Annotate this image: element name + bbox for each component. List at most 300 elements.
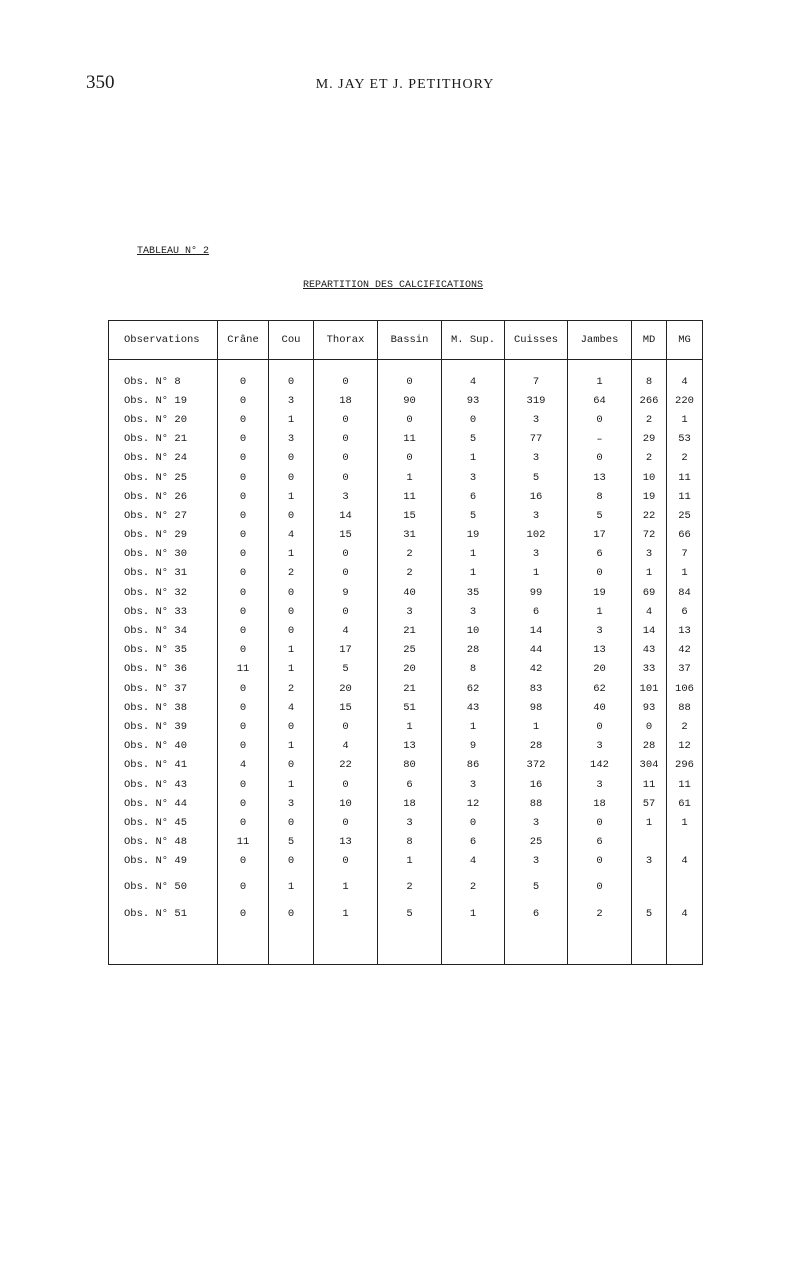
cell-cuisses: 44: [505, 641, 568, 660]
cell-m-sup: 8: [442, 660, 505, 679]
cell-thorax: 0: [314, 449, 378, 468]
table-row: [109, 679, 703, 698]
table-row: [109, 717, 703, 736]
cell-mg: 7: [667, 545, 703, 564]
cell-observation: Obs. N° 35: [109, 641, 218, 660]
cell-crane: 0: [218, 698, 269, 717]
cell-md: 4: [632, 602, 667, 621]
cell-thorax: 5: [314, 660, 378, 679]
cell-mg: 11: [667, 468, 703, 487]
cell-thorax: 1: [314, 871, 378, 897]
cell-cuisses: 5: [505, 871, 568, 897]
cell-bassin: 2: [378, 564, 442, 583]
cell-mg: 4: [667, 360, 703, 392]
cell-jambes: 19: [568, 583, 632, 602]
table-row: [109, 449, 703, 468]
empty-cell: [269, 923, 314, 964]
cell-cuisses: 14: [505, 621, 568, 640]
cell-mg: 220: [667, 391, 703, 410]
table-header-row: [109, 321, 703, 360]
calcification-table: [108, 320, 703, 965]
cell-cou: 0: [269, 897, 314, 923]
cell-cou: 0: [269, 621, 314, 640]
table-row: [109, 526, 703, 545]
cell-mg: 2: [667, 449, 703, 468]
cell-crane: 0: [218, 449, 269, 468]
cell-bassin: 80: [378, 756, 442, 775]
cell-cou: 1: [269, 641, 314, 660]
cell-observation: Obs. N° 38: [109, 698, 218, 717]
cell-jambes: 0: [568, 449, 632, 468]
cell-observation: Obs. N° 50: [109, 871, 218, 897]
cell-bassin: 1: [378, 468, 442, 487]
cell-observation: Obs. N° 51: [109, 897, 218, 923]
cell-cuisses: 102: [505, 526, 568, 545]
cell-m-sup: 0: [442, 813, 505, 832]
col-header-thorax: Thorax: [314, 321, 378, 360]
cell-bassin: 13: [378, 737, 442, 756]
cell-jambes: 62: [568, 679, 632, 698]
cell-m-sup: 6: [442, 833, 505, 852]
cell-cou: 1: [269, 737, 314, 756]
cell-mg: 66: [667, 526, 703, 545]
cell-cuisses: 77: [505, 430, 568, 449]
cell-bassin: 51: [378, 698, 442, 717]
table-row: [109, 621, 703, 640]
cell-bassin: 6: [378, 775, 442, 794]
cell-m-sup: 62: [442, 679, 505, 698]
cell-jambes: 0: [568, 717, 632, 736]
cell-bassin: 15: [378, 506, 442, 525]
cell-m-sup: 43: [442, 698, 505, 717]
cell-md: [632, 871, 667, 897]
cell-cuisses: 6: [505, 602, 568, 621]
cell-jambes: 6: [568, 833, 632, 852]
cell-bassin: 90: [378, 391, 442, 410]
cell-mg: 4: [667, 852, 703, 871]
table-row: [109, 360, 703, 392]
cell-jambes: 3: [568, 621, 632, 640]
cell-cou: 0: [269, 602, 314, 621]
empty-cell: [109, 923, 218, 964]
table-row: [109, 775, 703, 794]
cell-jambes: 0: [568, 813, 632, 832]
cell-cuisses: 16: [505, 487, 568, 506]
empty-cell: [314, 923, 378, 964]
cell-m-sup: 28: [442, 641, 505, 660]
cell-crane: 4: [218, 756, 269, 775]
cell-cou: 0: [269, 360, 314, 392]
cell-observation: Obs. N° 31: [109, 564, 218, 583]
cell-cuisses: 28: [505, 737, 568, 756]
cell-cou: 0: [269, 717, 314, 736]
cell-md: 57: [632, 794, 667, 813]
cell-crane: 0: [218, 545, 269, 564]
cell-md: 19: [632, 487, 667, 506]
table-row: [109, 410, 703, 429]
table-label: TABLEAU N° 2: [137, 246, 210, 257]
cell-jambes: 17: [568, 526, 632, 545]
cell-mg: 2: [667, 717, 703, 736]
cell-bassin: 31: [378, 526, 442, 545]
table-row: [109, 833, 703, 852]
table-row: [109, 794, 703, 813]
cell-cuisses: 5: [505, 468, 568, 487]
cell-jambes: –: [568, 430, 632, 449]
cell-md: 8: [632, 360, 667, 392]
cell-cou: 0: [269, 583, 314, 602]
cell-cuisses: 3: [505, 410, 568, 429]
cell-observation: Obs. N° 34: [109, 621, 218, 640]
empty-cell: [218, 923, 269, 964]
cell-bassin: 5: [378, 897, 442, 923]
cell-md: 69: [632, 583, 667, 602]
cell-md: 3: [632, 545, 667, 564]
cell-jambes: 2: [568, 897, 632, 923]
cell-thorax: 0: [314, 602, 378, 621]
cell-thorax: 0: [314, 430, 378, 449]
cell-jambes: 13: [568, 641, 632, 660]
cell-cuisses: 3: [505, 813, 568, 832]
cell-m-sup: 0: [442, 410, 505, 429]
cell-observation: Obs. N° 27: [109, 506, 218, 525]
cell-md: 43: [632, 641, 667, 660]
cell-cou: 3: [269, 430, 314, 449]
cell-m-sup: 1: [442, 545, 505, 564]
cell-mg: 6: [667, 602, 703, 621]
cell-bassin: 40: [378, 583, 442, 602]
cell-md: 1: [632, 813, 667, 832]
cell-observation: Obs. N° 41: [109, 756, 218, 775]
cell-observation: Obs. N° 33: [109, 602, 218, 621]
cell-mg: 11: [667, 487, 703, 506]
page-number: 350: [86, 72, 115, 93]
table-bottom-filler: [109, 923, 703, 964]
cell-observation: Obs. N° 32: [109, 583, 218, 602]
cell-cou: 3: [269, 391, 314, 410]
cell-md: 29: [632, 430, 667, 449]
cell-md: 2: [632, 449, 667, 468]
cell-observation: Obs. N° 44: [109, 794, 218, 813]
cell-mg: [667, 871, 703, 897]
table-row: [109, 871, 703, 897]
table-row: [109, 897, 703, 923]
cell-bassin: 3: [378, 602, 442, 621]
cell-crane: 0: [218, 775, 269, 794]
cell-thorax: 3: [314, 487, 378, 506]
cell-m-sup: 12: [442, 794, 505, 813]
cell-thorax: 0: [314, 564, 378, 583]
cell-cou: 0: [269, 813, 314, 832]
cell-cou: 1: [269, 545, 314, 564]
cell-cuisses: 42: [505, 660, 568, 679]
cell-cuisses: 7: [505, 360, 568, 392]
cell-cuisses: 99: [505, 583, 568, 602]
col-header-mg: MG: [667, 321, 703, 360]
cell-md: 0: [632, 717, 667, 736]
cell-crane: 0: [218, 717, 269, 736]
cell-m-sup: 93: [442, 391, 505, 410]
table-row: [109, 487, 703, 506]
cell-observation: Obs. N° 29: [109, 526, 218, 545]
cell-observation: Obs. N° 24: [109, 449, 218, 468]
cell-md: 22: [632, 506, 667, 525]
cell-bassin: 2: [378, 545, 442, 564]
cell-crane: 0: [218, 641, 269, 660]
cell-thorax: 1: [314, 897, 378, 923]
cell-cuisses: 372: [505, 756, 568, 775]
cell-observation: Obs. N° 25: [109, 468, 218, 487]
cell-m-sup: 1: [442, 449, 505, 468]
cell-md: [632, 833, 667, 852]
cell-m-sup: 5: [442, 506, 505, 525]
cell-jambes: 1: [568, 360, 632, 392]
cell-thorax: 0: [314, 410, 378, 429]
cell-cuisses: 25: [505, 833, 568, 852]
cell-m-sup: 10: [442, 621, 505, 640]
cell-m-sup: 3: [442, 602, 505, 621]
table-row: [109, 583, 703, 602]
cell-jambes: 0: [568, 564, 632, 583]
cell-observation: Obs. N° 30: [109, 545, 218, 564]
cell-thorax: 4: [314, 621, 378, 640]
cell-observation: Obs. N° 21: [109, 430, 218, 449]
cell-jambes: 3: [568, 737, 632, 756]
cell-m-sup: 35: [442, 583, 505, 602]
cell-thorax: 20: [314, 679, 378, 698]
cell-crane: 0: [218, 871, 269, 897]
cell-m-sup: 9: [442, 737, 505, 756]
cell-bassin: 21: [378, 621, 442, 640]
cell-md: 101: [632, 679, 667, 698]
cell-cuisses: 3: [505, 852, 568, 871]
cell-m-sup: 1: [442, 897, 505, 923]
table-row: [109, 641, 703, 660]
cell-md: 14: [632, 621, 667, 640]
cell-cou: 2: [269, 679, 314, 698]
cell-bassin: 21: [378, 679, 442, 698]
cell-observation: Obs. N° 26: [109, 487, 218, 506]
cell-cou: 2: [269, 564, 314, 583]
cell-cou: 4: [269, 698, 314, 717]
cell-mg: 296: [667, 756, 703, 775]
cell-crane: 11: [218, 660, 269, 679]
cell-bassin: 0: [378, 410, 442, 429]
cell-jambes: 0: [568, 871, 632, 897]
cell-m-sup: 19: [442, 526, 505, 545]
cell-cou: 1: [269, 660, 314, 679]
cell-m-sup: 1: [442, 564, 505, 583]
cell-cuisses: 6: [505, 897, 568, 923]
cell-observation: Obs. N° 20: [109, 410, 218, 429]
cell-mg: 25: [667, 506, 703, 525]
cell-md: 1: [632, 564, 667, 583]
table-row: [109, 391, 703, 410]
cell-mg: 1: [667, 564, 703, 583]
cell-bassin: 18: [378, 794, 442, 813]
table-row: [109, 813, 703, 832]
cell-mg: 37: [667, 660, 703, 679]
cell-m-sup: 4: [442, 360, 505, 392]
col-header-m-sup: M. Sup.: [442, 321, 505, 360]
cell-jambes: 64: [568, 391, 632, 410]
cell-jambes: 40: [568, 698, 632, 717]
cell-thorax: 0: [314, 775, 378, 794]
cell-bassin: 20: [378, 660, 442, 679]
cell-thorax: 18: [314, 391, 378, 410]
cell-md: 3: [632, 852, 667, 871]
cell-md: 11: [632, 775, 667, 794]
cell-thorax: 4: [314, 737, 378, 756]
cell-md: 304: [632, 756, 667, 775]
cell-jambes: 8: [568, 487, 632, 506]
col-header-jambes: Jambes: [568, 321, 632, 360]
cell-observation: Obs. N° 43: [109, 775, 218, 794]
cell-observation: Obs. N° 40: [109, 737, 218, 756]
cell-thorax: 15: [314, 698, 378, 717]
cell-md: 2: [632, 410, 667, 429]
cell-bassin: 1: [378, 717, 442, 736]
cell-cuisses: 1: [505, 717, 568, 736]
cell-mg: 61: [667, 794, 703, 813]
table-title: REPARTITION DES CALCIFICATIONS: [303, 280, 484, 291]
cell-jambes: 0: [568, 410, 632, 429]
cell-crane: 0: [218, 737, 269, 756]
cell-m-sup: 3: [442, 775, 505, 794]
cell-jambes: 18: [568, 794, 632, 813]
cell-bassin: 3: [378, 813, 442, 832]
col-header-cou: Cou: [269, 321, 314, 360]
cell-cou: 0: [269, 468, 314, 487]
cell-thorax: 0: [314, 813, 378, 832]
cell-observation: Obs. N° 19: [109, 391, 218, 410]
cell-crane: 11: [218, 833, 269, 852]
cell-thorax: 0: [314, 852, 378, 871]
cell-cuisses: 83: [505, 679, 568, 698]
cell-observation: Obs. N° 8: [109, 360, 218, 392]
table-row: [109, 430, 703, 449]
cell-cuisses: 3: [505, 545, 568, 564]
cell-bassin: 0: [378, 449, 442, 468]
cell-crane: 0: [218, 679, 269, 698]
cell-cou: 1: [269, 871, 314, 897]
col-header-crane: Crâne: [218, 321, 269, 360]
cell-crane: 0: [218, 360, 269, 392]
cell-bassin: 1: [378, 852, 442, 871]
cell-md: 93: [632, 698, 667, 717]
cell-thorax: 17: [314, 641, 378, 660]
cell-cuisses: 1: [505, 564, 568, 583]
table-row: [109, 468, 703, 487]
cell-mg: 11: [667, 775, 703, 794]
cell-md: 266: [632, 391, 667, 410]
cell-m-sup: 5: [442, 430, 505, 449]
cell-crane: 0: [218, 430, 269, 449]
cell-crane: 0: [218, 410, 269, 429]
cell-cuisses: 319: [505, 391, 568, 410]
cell-md: 10: [632, 468, 667, 487]
cell-cou: 0: [269, 852, 314, 871]
cell-cou: 4: [269, 526, 314, 545]
cell-cou: 3: [269, 794, 314, 813]
empty-cell: [667, 923, 703, 964]
empty-cell: [378, 923, 442, 964]
cell-mg: 4: [667, 897, 703, 923]
running-head: M. JAY ET J. PETITHORY: [315, 77, 495, 92]
cell-jambes: 20: [568, 660, 632, 679]
empty-cell: [505, 923, 568, 964]
cell-crane: 0: [218, 526, 269, 545]
table-row: [109, 660, 703, 679]
cell-crane: 0: [218, 506, 269, 525]
empty-cell: [442, 923, 505, 964]
cell-cuisses: 98: [505, 698, 568, 717]
cell-observation: Obs. N° 39: [109, 717, 218, 736]
cell-cuisses: 88: [505, 794, 568, 813]
cell-crane: 0: [218, 813, 269, 832]
cell-jambes: 6: [568, 545, 632, 564]
cell-mg: 88: [667, 698, 703, 717]
cell-m-sup: 4: [442, 852, 505, 871]
cell-crane: 0: [218, 564, 269, 583]
cell-jambes: 13: [568, 468, 632, 487]
cell-mg: 106: [667, 679, 703, 698]
cell-thorax: 15: [314, 526, 378, 545]
cell-md: 33: [632, 660, 667, 679]
cell-thorax: 14: [314, 506, 378, 525]
cell-jambes: 1: [568, 602, 632, 621]
cell-m-sup: 86: [442, 756, 505, 775]
cell-cuisses: 16: [505, 775, 568, 794]
cell-bassin: 25: [378, 641, 442, 660]
cell-mg: 12: [667, 737, 703, 756]
cell-bassin: 11: [378, 430, 442, 449]
cell-cuisses: 3: [505, 506, 568, 525]
cell-observation: Obs. N° 36: [109, 660, 218, 679]
cell-mg: 13: [667, 621, 703, 640]
table-row: [109, 545, 703, 564]
cell-cou: 0: [269, 506, 314, 525]
table-row: [109, 506, 703, 525]
cell-observation: Obs. N° 45: [109, 813, 218, 832]
cell-cou: 1: [269, 410, 314, 429]
cell-crane: 0: [218, 391, 269, 410]
cell-jambes: 142: [568, 756, 632, 775]
cell-bassin: 11: [378, 487, 442, 506]
cell-observation: Obs. N° 49: [109, 852, 218, 871]
cell-cou: 5: [269, 833, 314, 852]
cell-mg: 53: [667, 430, 703, 449]
cell-m-sup: 3: [442, 468, 505, 487]
cell-thorax: 0: [314, 717, 378, 736]
cell-thorax: 0: [314, 360, 378, 392]
cell-observation: Obs. N° 48: [109, 833, 218, 852]
cell-mg: 84: [667, 583, 703, 602]
cell-mg: [667, 833, 703, 852]
cell-jambes: 5: [568, 506, 632, 525]
cell-thorax: 10: [314, 794, 378, 813]
cell-m-sup: 2: [442, 871, 505, 897]
cell-cuisses: 3: [505, 449, 568, 468]
cell-thorax: 9: [314, 583, 378, 602]
cell-crane: 0: [218, 468, 269, 487]
cell-crane: 0: [218, 897, 269, 923]
cell-jambes: 3: [568, 775, 632, 794]
col-header-bassin: Bassin: [378, 321, 442, 360]
empty-cell: [568, 923, 632, 964]
col-header-cuisses: Cuisses: [505, 321, 568, 360]
empty-cell: [632, 923, 667, 964]
